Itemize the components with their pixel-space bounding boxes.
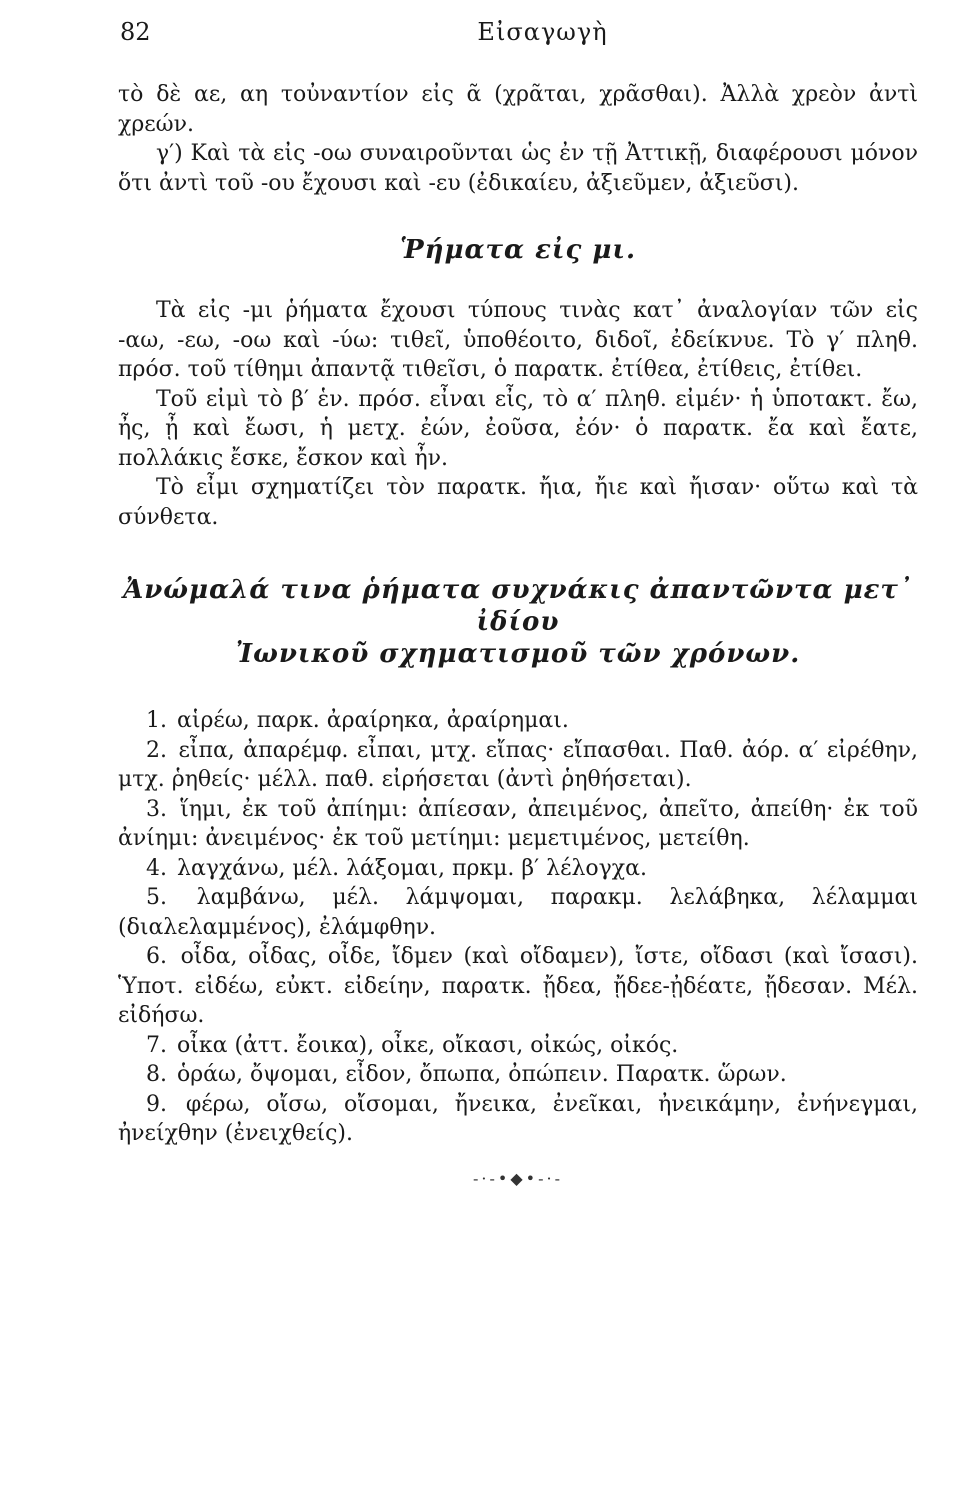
- item-text: εἶπα, ἀπαρέμφ. εἶπαι, μτχ. εἴπας· εἴπασθαι. Παθ. ἀόρ. α′ εἰρέθην, μτχ. ῥηθείς· μέλλ. παθ. εἰρήσεται (ἀντὶ ῥηθήσεται).: [118, 737, 918, 792]
- list-item: [118, 1031, 918, 1061]
- anomalous-verbs-list: [118, 706, 918, 1149]
- item-text: οἶκα (ἀττ. ἔοικα), οἶκε, οἴκασι, οἰκώς, οἰκός.: [177, 1032, 679, 1058]
- list-item: [118, 1090, 918, 1149]
- item-text: αἱρέω, παρκ. ἀραίρηκα, ἀραίρημαι.: [177, 708, 569, 733]
- paragraph-oo-contraction: γ′) Καὶ τὰ εἰς -οω συναιροῦνται ὡς ἐν τῇ Ἀττικῇ, διαφέρουσι μόνον ὅτι ἀντὶ τοῦ -ου ἔχουσι καὶ -ευ (ἐδικαίευ, ἀξιεῦμεν, ἀξιεῦσι).: [118, 141, 918, 196]
- list-item: [118, 854, 918, 884]
- item-number: 6.: [146, 944, 167, 969]
- item-text: λαμβάνω, μέλ. λάμψομαι, παρακμ. λελάβηκα, λέλαμμαι (διαλελαμμένος), ἐλάμφθην.: [118, 885, 918, 940]
- page-body: [118, 80, 918, 1188]
- item-text: λαγχάνω, μέλ. λάξομαι, πρκμ. β′ λέλογχα.: [177, 855, 647, 881]
- list-item: [118, 736, 918, 795]
- item-number: 7.: [146, 1032, 167, 1058]
- heading-line-2: Ἰωνικοῦ σχηματισμοῦ τῶν χρόνων.: [235, 639, 801, 669]
- item-text: οἶδα, οἶδας, οἶδε, ἴδμεν (καὶ οἴδαμεν), ἴστε, οἴδασι (καὶ ἴσασι). Ὑποτ. εἰδέω, εὐκτ. εἰδείην, παρατκ. ᾔδεα, ᾔδεε-ᾐδέατε, ᾔδεσαν. Μέλ. εἰδήσω.: [118, 944, 918, 1028]
- item-number: 8.: [146, 1062, 167, 1087]
- list-item: [118, 1060, 918, 1090]
- page-header: [0, 14, 965, 54]
- item-number: 3.: [146, 796, 167, 822]
- item-text: ὁράω, ὄψομαι, εἶδον, ὄπωπα, ὀπώπειν. Παρατκ. ὥρων.: [177, 1062, 787, 1087]
- paragraph-ae-contraction: τὸ δὲ αε, αη τοὐναντίον εἰς ᾶ (χρᾶται, χρᾶσθαι). Ἀλλὰ χρεὸν ἀντὶ χρεών.: [118, 82, 918, 137]
- item-number: 5.: [146, 885, 167, 910]
- item-number: 1.: [146, 708, 167, 733]
- running-title: Εἰσαγωγὴ: [477, 18, 608, 46]
- item-number: 2.: [146, 737, 167, 763]
- paragraph-eimi-ienai: Τὸ εἶμι σχηματίζει τὸν παρατκ. ἤια, ἤιε καὶ ἤισαν· οὕτω καὶ τὰ σύνθετα.: [118, 475, 918, 530]
- paragraph-eimi: Τοῦ εἰμὶ τὸ β′ ἑν. πρόσ. εἶναι εἶς, τὸ α′ πληθ. εἰμέν· ἡ ὑποτακτ. ἔω, ἦς, ᾖ καὶ ἔωσι, ἡ μετχ. ἐών, ἐοῦσα, ἐόν· ὁ παρατκ. ἔα καὶ ἔατε, πολλάκις ἔσκε, ἔσκον καὶ ἦν.: [118, 386, 918, 471]
- list-item: [118, 795, 918, 854]
- list-item: [118, 883, 918, 942]
- end-ornament: -·-•◆•-·-: [473, 1168, 563, 1188]
- item-text: ἵημι, ἐκ τοῦ ἀπίημι: ἀπίεσαν, ἀπειμένος, ἀπεῖτο, ἀπείθη· ἐκ τοῦ ἀνίημι: ἀνειμένος· ἐκ τοῦ μετίημι: μεμετιμένος, μετείθη.: [118, 796, 918, 851]
- item-text: φέρω, οἴσω, οἴσομαι, ἤνεικα, ἐνεῖκαι, ἠνεικάμην, ἐνήνεγμαι, ἠνείχθην (ἐνειχθείς).: [118, 1091, 918, 1146]
- page-number: 82: [120, 18, 151, 46]
- item-number: 9.: [146, 1091, 167, 1117]
- section-heading-anomalous-verbs: [118, 574, 918, 670]
- list-item: [118, 942, 918, 1031]
- paragraph-mi-analogy: Τὰ εἰς -μι ῥήματα ἔχουσι τύπους τινὰς κατ᾽ ἀναλογίαν τῶν εἰς -αω, -εω, -οω καὶ -ύω: τιθεῖ, ὑποθέοιτο, διδοῖ, ἐδείκνυε. Τὸ γ′ πληθ. πρόσ. τοῦ τίθημι ἀπαντᾷ τιθεῖσι, ὁ παρατκ. ἐτίθεα, ἐτίθεις, ἐτίθει.: [118, 298, 918, 382]
- list-item: [118, 706, 918, 736]
- heading-line-1: Ἀνώμαλά τινα ῥήματα συχνάκις ἀπαντῶντα μετ᾽ ἰδίου: [123, 575, 913, 637]
- section-heading-mi-verbs: Ῥήματα εἰς μι.: [399, 235, 637, 265]
- item-number: 4.: [146, 855, 167, 881]
